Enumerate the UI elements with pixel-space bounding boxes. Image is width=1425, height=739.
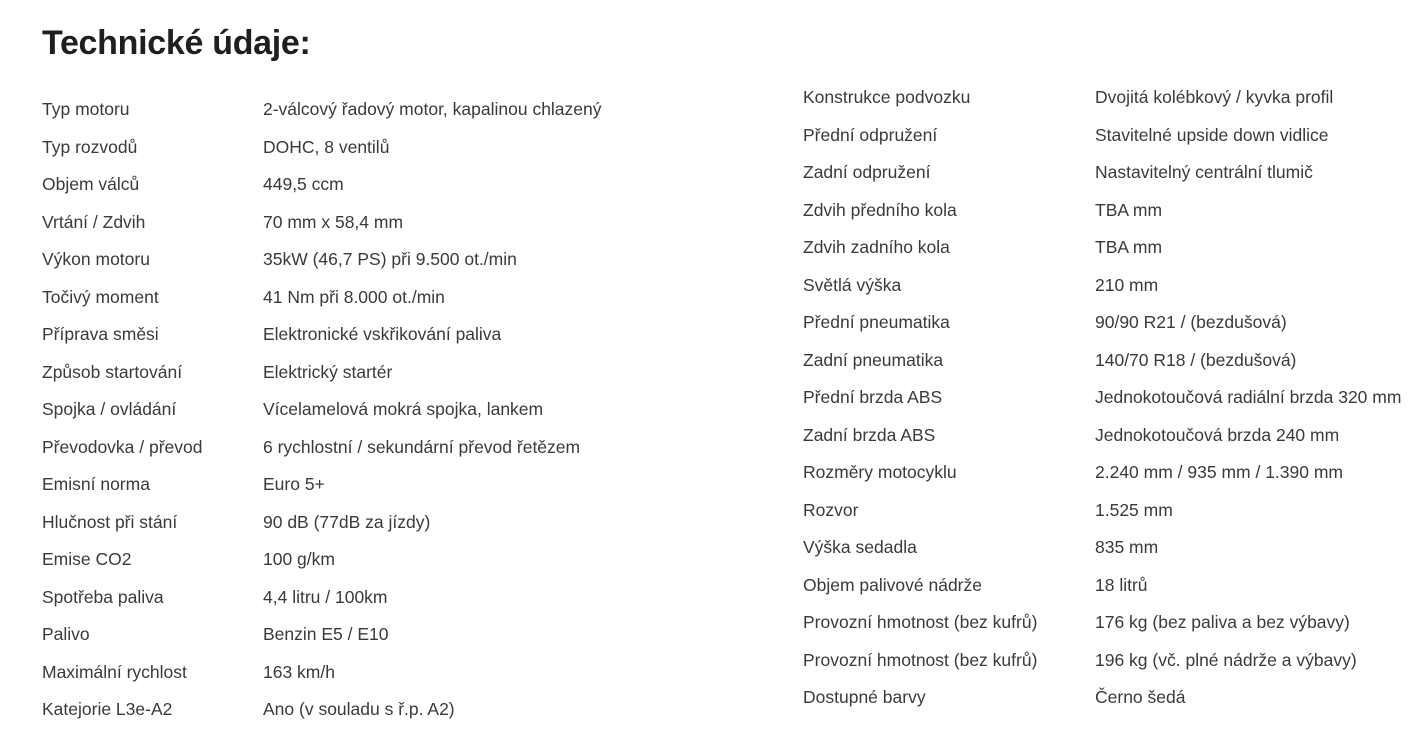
page-title: Technické údaje: [42, 24, 311, 62]
spec-value: Stavitelné upside down vidlice [1095, 124, 1329, 145]
spec-label: Typ rozvodů [42, 136, 138, 157]
spec-value: Elektrický startér [263, 361, 393, 382]
spec-value: Vícelamelová mokrá spojka, lankem [263, 399, 544, 419]
spec-label: Konstrukce podvozku [803, 87, 971, 107]
spec-value: Jednokotoučová radiální brzda 320 mm [1095, 387, 1402, 407]
spec-value: 835 mm [1095, 537, 1159, 557]
spec-value: Černo šedá [1095, 687, 1186, 707]
spec-value: 4,4 litru / 100km [263, 586, 388, 607]
spec-label: Spotřeba paliva [42, 586, 164, 607]
spec-label: Příprava směsi [42, 324, 159, 344]
spec-label: Emisní norma [42, 474, 150, 494]
spec-label: Hlučnost při stání [42, 511, 178, 532]
spec-label: Spojka / ovládání [42, 399, 177, 419]
spec-label: Přední odpružení [803, 124, 938, 145]
spec-value: Dvojitá kolébkový / kyvka profil [1095, 87, 1334, 107]
spec-value: 2-válcový řadový motor, kapalinou chlazený [263, 99, 602, 119]
spec-label: Provozní hmotnost (bez kufrů) [803, 612, 1038, 632]
spec-label: Objem válců [42, 174, 140, 194]
spec-value: Jednokotoučová brzda 240 mm [1095, 424, 1340, 445]
spec-label: Zadní brzda ABS [803, 424, 936, 445]
spec-value: TBA mm [1095, 199, 1163, 220]
spec-label: Způsob startování [42, 361, 183, 382]
spec-value: 163 km/h [263, 661, 335, 682]
spec-label: Převodovka / převod [42, 436, 203, 457]
spec-label: Dostupné barvy [803, 687, 926, 707]
spec-label: Zdvih předního kola [803, 199, 957, 220]
spec-label: Výška sedadla [803, 537, 917, 557]
spec-label: Provozní hmotnost (bez kufrů) [803, 649, 1038, 670]
spec-value: 90/90 R21 / (bezdušová) [1095, 312, 1287, 332]
spec-value: Ano (v souladu s ř.p. A2) [263, 699, 455, 719]
spec-label: Rozvor [803, 499, 859, 520]
spec-label: Maximální rychlost [42, 661, 187, 682]
spec-value: Nastavitelný centrální tlumič [1095, 162, 1313, 182]
spec-value: 140/70 R18 / (bezdušová) [1095, 349, 1297, 370]
spec-value: 100 g/km [263, 549, 335, 569]
spec-value: 35kW (46,7 PS) při 9.500 ot./min [263, 249, 517, 269]
spec-value: 41 Nm při 8.000 ot./min [263, 286, 445, 307]
spec-label: Zadní pneumatika [803, 349, 944, 370]
spec-label: Vrtání / Zdvih [42, 211, 146, 232]
spec-value: Elektronické vskřikování paliva [263, 324, 502, 344]
spec-label: Objem palivové nádrže [803, 574, 982, 595]
spec-value: 196 kg (vč. plné nádrže a výbavy) [1095, 649, 1357, 670]
spec-value: 18 litrů [1095, 574, 1148, 595]
spec-value: 70 mm x 58,4 mm [263, 211, 404, 232]
spec-label: Typ motoru [42, 99, 130, 119]
spec-label: Palivo [42, 624, 90, 644]
spec-value: 6 rychlostní / sekundární převod řetězem [263, 436, 581, 457]
spec-label: Přední pneumatika [803, 312, 950, 332]
spec-value: DOHC, 8 ventilů [263, 136, 390, 157]
spec-label: Emise CO2 [42, 549, 132, 569]
spec-value: 90 dB (77dB za jízdy) [263, 511, 431, 532]
spec-value: 176 kg (bez paliva a bez výbavy) [1095, 612, 1350, 632]
spec-label: Přední brzda ABS [803, 387, 943, 407]
spec-label: Zadní odpružení [803, 162, 931, 182]
spec-value: 210 mm [1095, 274, 1159, 295]
spec-label: Točivý moment [42, 286, 159, 307]
spec-label: Rozměry motocyklu [803, 462, 957, 482]
spec-value: Benzin E5 / E10 [263, 624, 389, 644]
spec-value: 2.240 mm / 935 mm / 1.390 mm [1095, 462, 1344, 482]
spec-value: TBA mm [1095, 237, 1163, 257]
spec-value: Euro 5+ [263, 474, 325, 494]
spec-label: Výkon motoru [42, 249, 150, 269]
spec-label: Katejorie L3e-A2 [42, 699, 173, 719]
spec-label: Zdvih zadního kola [803, 237, 950, 257]
spec-label: Světlá výška [803, 274, 902, 295]
spec-value: 449,5 ccm [263, 174, 344, 194]
spec-value: 1.525 mm [1095, 499, 1173, 520]
